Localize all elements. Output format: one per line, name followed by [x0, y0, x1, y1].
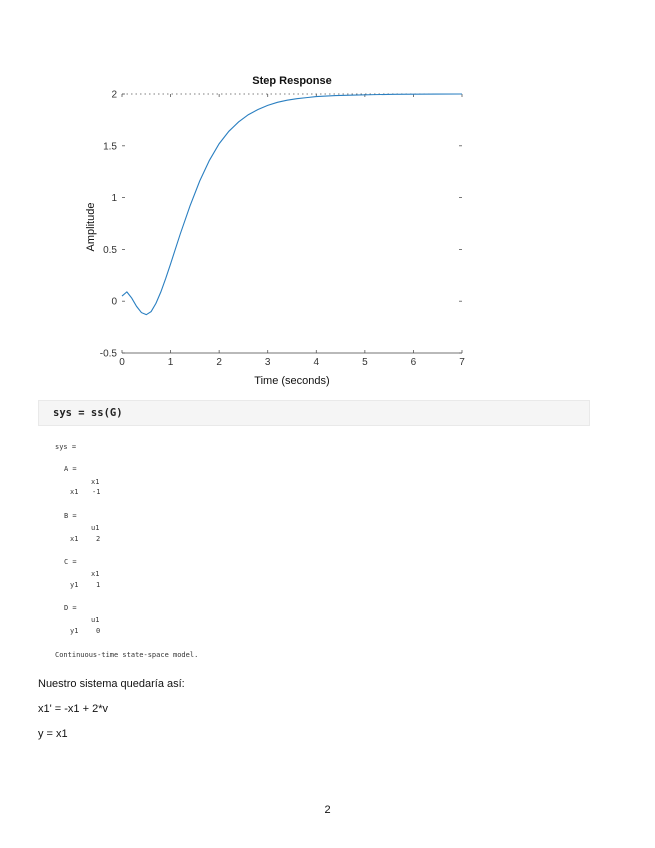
plot-area	[122, 94, 462, 315]
matrix-d-label: D =	[64, 604, 77, 612]
matrix-c-row-header: y1	[70, 581, 79, 589]
step-response-line	[122, 94, 462, 315]
x-tick-label: 1	[167, 357, 174, 368]
matrix-b-column-header: u1	[91, 524, 100, 532]
matrix-b-row-header: x1	[70, 535, 79, 543]
y-tick-label: 1.5	[103, 141, 117, 153]
x-tick-label: 4	[313, 357, 320, 368]
matrix-d-row-header: y1	[70, 627, 79, 635]
matrix-d-value: 0	[96, 627, 101, 635]
model-type-note: Continuous-time state-space model.	[55, 651, 199, 659]
code-command: sys = ss(G)	[53, 407, 123, 419]
y-tick-label: 0	[111, 296, 117, 308]
x-tick-label: 2	[216, 357, 222, 368]
x-axis-label: Time (seconds)	[254, 375, 330, 387]
matrix-a-label: A =	[64, 465, 77, 473]
output-equation: y = x1	[38, 728, 68, 740]
output-sys-label: sys =	[55, 443, 77, 451]
y-tick-label: 0.5	[103, 244, 117, 256]
matrix-b-value: 2	[96, 535, 101, 543]
matrix-a-column-header: x1	[91, 478, 100, 486]
state-equation: x1' = -x1 + 2*v	[38, 703, 108, 715]
x-tick-label: 3	[264, 357, 271, 368]
matrix-a-row-header: x1	[70, 488, 79, 496]
intro-paragraph: Nuestro sistema quedaría así:	[38, 678, 185, 690]
page-number: 2	[324, 804, 331, 816]
axes	[100, 90, 465, 369]
matrix-c-label: C =	[64, 558, 77, 566]
x-tick-label: 0	[119, 357, 125, 368]
matrix-c-column-header: x1	[91, 570, 100, 578]
y-axis-label: Amplitude	[85, 202, 97, 252]
x-tick-label: 7	[459, 357, 465, 368]
chart-title: Step Response	[252, 75, 332, 87]
matrix-a-value: -1	[92, 488, 101, 496]
x-tick-label: 5	[362, 357, 368, 368]
step-response-chart	[60, 66, 490, 396]
matrix-b-label: B =	[64, 512, 77, 520]
code-cell[interactable]	[38, 400, 590, 426]
y-tick-label: 2	[111, 89, 117, 101]
matrix-c-value: 1	[96, 581, 101, 589]
x-tick-label: 6	[410, 357, 417, 368]
y-tick-label: -0.5	[99, 348, 117, 360]
matrix-d-column-header: u1	[91, 616, 100, 624]
y-tick-label: 1	[111, 193, 117, 205]
